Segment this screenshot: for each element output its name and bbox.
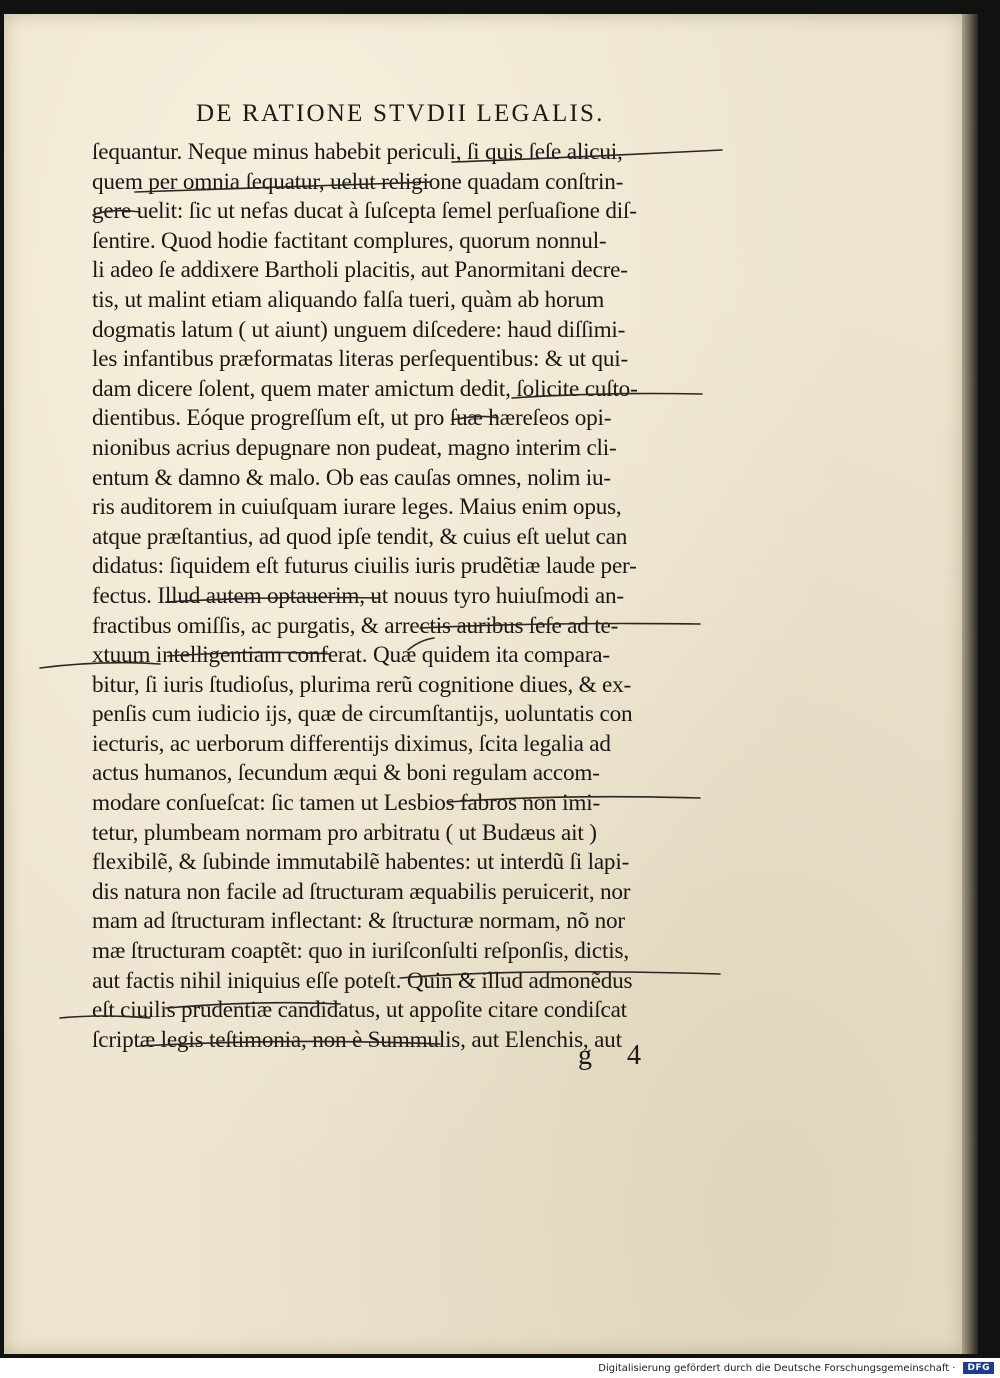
page-edge-shadow — [962, 14, 978, 1354]
footer-bar — [0, 1358, 1000, 1378]
text-line: gere uelit: ſic ut nefas ducat à ſuſcepta ſemel perſuaſione diſ- — [92, 198, 637, 225]
body-text — [92, 138, 732, 1055]
text-line: ris auditorem in cuiuſquam iurare leges. Maius enim opus, — [92, 494, 622, 521]
text-line: bitur, ſi iuris ſtudioſus, plurima rerũ cognitione diues, & ex- — [92, 671, 632, 698]
text-line: actus humanos, ſecundum æqui & boni regulam accom- — [92, 760, 600, 787]
text-line: modare conſueſcat: ſic tamen ut Lesbios fabros non imi- — [92, 790, 600, 817]
dfg-logo-icon: DFG — [963, 1362, 994, 1374]
running-head: DE RATIONE STVDII LEGALIS. — [196, 100, 605, 127]
text-line: tis, ut malint etiam aliquando falſa tueri, quàm ab horum — [92, 286, 605, 313]
text-line: nionibus acrius depugnare non pudeat, magno interim cli- — [92, 434, 617, 461]
text-line: penſis cum iudicio ijs, quæ de circumſtantijs, uoluntatis con — [92, 701, 633, 728]
text-line: iecturis, ac uerborum differentijs diximus, ſcita legalia ad — [92, 730, 611, 757]
text-line: dis natura non facile ad ſtructuram æquabilis peruicerit, nor — [92, 878, 631, 905]
text-line: ſequantur. Neque minus habebit periculi, ſi quis ſeſe alicui, — [92, 139, 623, 165]
signature-mark: g 4 — [578, 1040, 655, 1071]
text-line: entum & damno & malo. Ob eas cauſas omnes, nolim iu- — [92, 464, 611, 491]
text-line: les infantibus præformatas literas perſequentibus: & ut qui- — [92, 346, 629, 373]
text-line: quem per omnia ſequatur, uelut religione quadam conſtrin- — [92, 168, 624, 195]
text-line: mæ ſtructuram coaptẽt: quo in iuriſconſulti reſponſis, dictis, — [92, 938, 629, 965]
text-line: atque præſtantius, ad quod ipſe tendit, & cuius eſt uelut can — [92, 523, 628, 550]
text-line: dogmatis latum ( ut aiunt) unguem diſcedere: haud diſſimi- — [92, 316, 626, 343]
text-line: aut factis nihil iniquius eſſe poteſt. Quin & illud admonẽdus — [92, 967, 633, 994]
text-line: flexibilẽ, & ſubinde immutabilẽ habentes: ut interdũ ſi lapi- — [92, 849, 630, 876]
text-line: li adeo ſe addixere Bartholi placitis, aut Panormitani decre- — [92, 257, 628, 284]
text-line: ſcriptæ legis teſtimonia, non è Summulis, aut Elenchis, aut — [92, 1026, 622, 1053]
text-line: tetur, plumbeam normam pro arbitratu ( ut Budæus ait ) — [92, 819, 597, 846]
text-line: eſt ciuilis prudentiæ candidatus, ut appoſite citare condiſcat — [92, 997, 627, 1024]
footer-credit: Digitalisierung gefördert durch die Deutsche Forschungsgemeinschaft · — [598, 1362, 956, 1374]
text-line: dientibus. Eóque progreſſum eſt, ut pro ſuæ hæreſeos opi- — [92, 405, 612, 432]
text-line: xtuum intelligentiam conferat. Quæ quidem ita compara- — [92, 642, 610, 669]
text-line: mam ad ſtructuram inflectant: & ſtructuræ normam, nõ nor — [92, 908, 625, 935]
text-line: fectus. Illud autem optauerim, ut nouus tyro huiuſmodi an- — [92, 582, 624, 609]
text-line: didatus: ſiquidem eſt futurus ciuilis iuris prudẽtiæ laude per- — [92, 553, 637, 580]
text-line: ſentire. Quod hodie factitant complures, quorum nonnul- — [92, 227, 607, 254]
text-line: dam dicere ſolent, quem mater amictum dedit, ſolicite cuſto- — [92, 375, 638, 402]
text-line: fractibus omiſſis, ac purgatis, & arrectis auribus ſeſe ad te- — [92, 612, 619, 639]
